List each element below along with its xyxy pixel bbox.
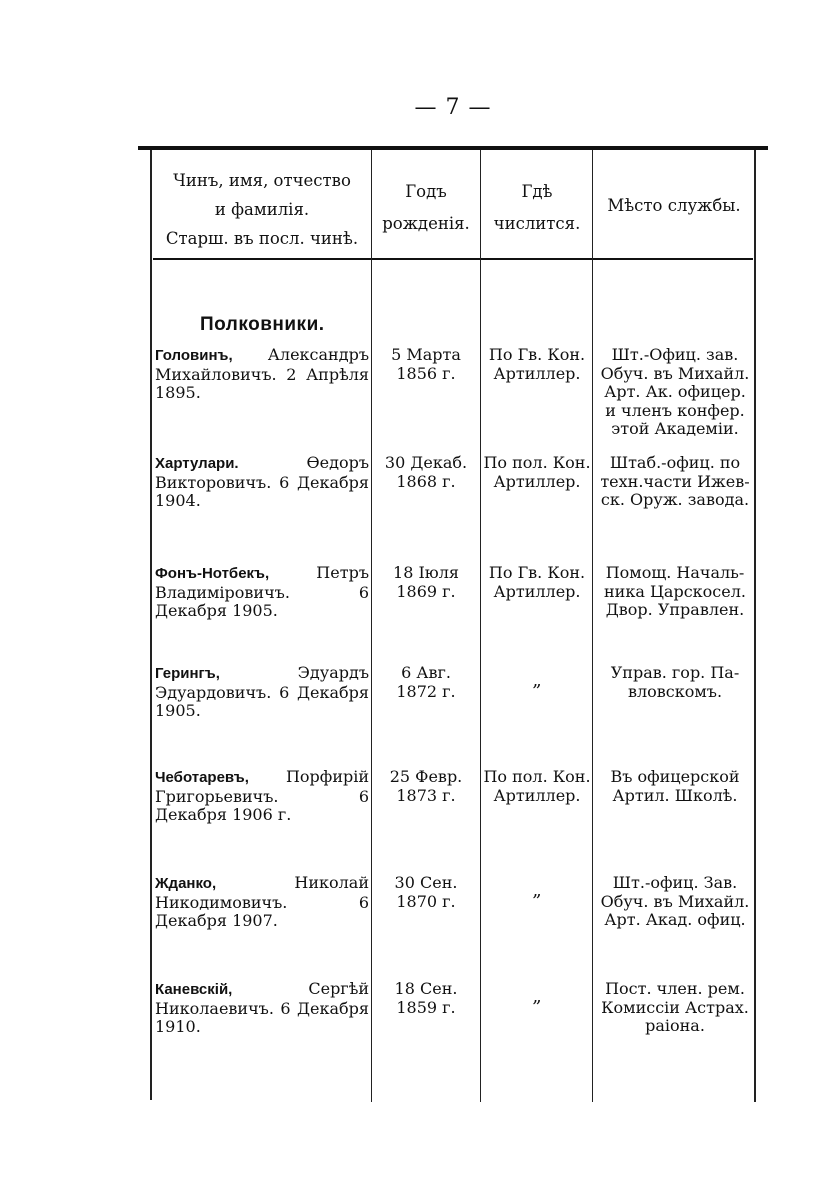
table-row-where-line: По Гв. Кон.: [488, 563, 586, 582]
officer-name-and-seniority: Ѳедоръ Викторовичъ. 6 Декабря 1904.: [155, 453, 369, 510]
table-row-born-line: 1859 г.: [396, 997, 456, 1017]
table-row-service: [594, 874, 756, 930]
column-divider-2: [480, 150, 481, 1102]
header-name-line-3: Старш. въ посл. чинѣ.: [165, 229, 359, 248]
table-row-service: [594, 768, 756, 805]
table-row-service-line: Арт. Ак. офицер.: [604, 382, 746, 401]
table-row-born-line: 1856 г.: [396, 363, 456, 383]
table-row-name: [155, 346, 369, 403]
column-divider-3: [592, 150, 593, 1102]
table-row-born-line: 1872 г.: [396, 681, 456, 701]
page-number: — 7 —: [414, 95, 492, 120]
table-row-where: [482, 882, 592, 901]
table-row-born-line: 18 Сен.: [394, 979, 458, 998]
table-row-service-line: вловскомъ.: [627, 681, 723, 701]
table-row-service: [594, 564, 756, 620]
table-row-born-line: 30 Декаб.: [384, 453, 468, 472]
officer-surname: Герингъ,: [155, 665, 220, 682]
header-service-column: [594, 191, 754, 220]
table-row-born-line: 5 Марта: [391, 345, 461, 364]
table-row-born: [374, 874, 478, 911]
table-row-where-line: По пол. Кон.: [483, 453, 591, 472]
header-where-column: [482, 176, 592, 240]
table-row-name: [155, 664, 369, 721]
table-row-where: [482, 346, 592, 383]
table-row-where-line: „: [532, 986, 542, 1007]
table-row-born: [374, 664, 478, 701]
table-row-where-line: „: [532, 880, 542, 901]
officer-name-and-seniority: Николай Никодимовичъ. 6 Декабря 1907.: [155, 873, 369, 930]
officer-surname: Жданко,: [155, 875, 217, 892]
table-right-border: [754, 150, 756, 1102]
officer-surname: Фонъ-Нотбекъ,: [155, 565, 270, 582]
table-row-service-line: Помощ. Началь-: [605, 563, 745, 582]
table-row-born-line: 6 Авг.: [401, 663, 451, 682]
officer-name-and-seniority: Эдуардъ Эдуардовичъ. 6 Декабря 1905.: [155, 663, 369, 720]
table-row-where-line: По пол. Кон.: [483, 767, 591, 786]
header-bottom-rule: [153, 258, 753, 260]
table-row-where-line: Артиллер.: [493, 363, 581, 383]
header-born-line-2: рожденія.: [382, 214, 470, 233]
table-row-where: [482, 672, 592, 691]
column-divider-1: [371, 150, 372, 1102]
header-born-column: [373, 176, 479, 240]
table-row-service-line: и членъ конфер.: [605, 400, 745, 420]
table-row-service-line: Арт. Акад. офиц.: [604, 910, 746, 929]
table-row-service-line: Управ. гор. Па-: [610, 663, 740, 682]
header-service-line: Мѣсто службы.: [607, 196, 741, 215]
header-where-line-2: числится.: [493, 214, 581, 233]
table-row-service-line: Штаб.-офиц. по: [609, 453, 741, 472]
table-row-born-line: 1869 г.: [396, 581, 456, 601]
table-row-born-line: 25 Февр.: [389, 767, 463, 786]
table-row-service: [594, 980, 756, 1036]
table-row-name: [155, 564, 369, 621]
table-row-born: [374, 454, 478, 491]
table-row-service-line: Шт.-офиц. Зав.: [612, 873, 738, 892]
officer-surname: Каневскій,: [155, 981, 233, 998]
officer-name-and-seniority: Александръ Михайловичъ. 2 Апрѣля 1895.: [155, 345, 369, 402]
officer-name-and-seniority: Порфирій Григорьевичъ. 6 Декабря 1906 г.: [155, 767, 369, 824]
table-row-service: [594, 454, 756, 510]
table-row-service-line: Комиссіи Астрах.: [601, 997, 749, 1017]
table-row-service-line: ск. Оруж. завода.: [600, 490, 750, 509]
section-title: Полковники.: [200, 314, 325, 335]
table-row-service-line: Пост. член. рем.: [605, 979, 745, 998]
table-top-rule: [138, 146, 768, 150]
header-name-line-1: Чинъ, имя, отчество: [173, 171, 351, 190]
officer-surname: Головинъ,: [155, 347, 233, 364]
table-row-service-line: Шт.-Офиц. зав.: [611, 345, 739, 364]
table-row-where: [482, 768, 592, 805]
table-row-service-line: этой Академіи.: [611, 419, 739, 438]
table-row-where: [482, 564, 592, 601]
table-row-where-line: Артиллер.: [493, 785, 581, 805]
table-row-born-line: 30 Сен.: [394, 873, 458, 892]
table-row-service-line: Обуч. въ Михайл.: [600, 891, 750, 911]
header-where-line-1: Гдѣ: [521, 182, 553, 201]
header-name-line-2: и фамилія.: [214, 200, 310, 219]
table-left-border: [150, 150, 152, 1100]
table-row-born-line: 18 Іюля: [393, 563, 459, 582]
table-row-name: [155, 454, 369, 511]
table-row-born-line: 1870 г.: [396, 891, 456, 911]
table-row-service-line: Въ офицерской: [610, 767, 740, 786]
table-row-service-line: техн.части Ижев-: [600, 471, 750, 491]
officer-name-and-seniority: Петръ Владиміровичъ. 6 Декабря 1905.: [155, 563, 369, 620]
table-row-name: [155, 768, 369, 825]
table-row-where-line: Артиллер.: [493, 581, 581, 601]
table-row-born: [374, 564, 478, 601]
table-row-born: [374, 980, 478, 1017]
table-row-where-line: Артиллер.: [493, 471, 581, 491]
header-born-line-1: Годъ: [405, 182, 447, 201]
table-row-born: [374, 346, 478, 383]
header-name-column: [154, 166, 370, 253]
table-row-where: [482, 988, 592, 1007]
table-row-where-line: По Гв. Кон.: [488, 345, 586, 364]
table-row-name: [155, 874, 369, 931]
table-row-name: [155, 980, 369, 1037]
table-row-born-line: 1873 г.: [396, 785, 456, 805]
table-row-service-line: Артил. Школѣ.: [612, 785, 738, 805]
table-row-service-line: Обуч. въ Михайл.: [600, 363, 750, 383]
table-row-service: [594, 346, 756, 439]
table-row-born: [374, 768, 478, 805]
table-row-where: [482, 454, 592, 491]
officer-surname: Чеботаревъ,: [155, 769, 249, 786]
officer-surname: Хартулари.: [155, 455, 239, 472]
table-row-service-line: ника Царскосел.: [604, 581, 746, 601]
table-row-where-line: „: [532, 670, 542, 691]
table-row-service: [594, 664, 756, 701]
table-row-born-line: 1868 г.: [396, 471, 456, 491]
table-row-service-line: раіона.: [645, 1016, 705, 1035]
table-row-service-line: Двор. Управлен.: [605, 600, 745, 619]
officer-name-and-seniority: Сергѣй Николаевичъ. 6 Декабря 1910.: [155, 979, 369, 1036]
